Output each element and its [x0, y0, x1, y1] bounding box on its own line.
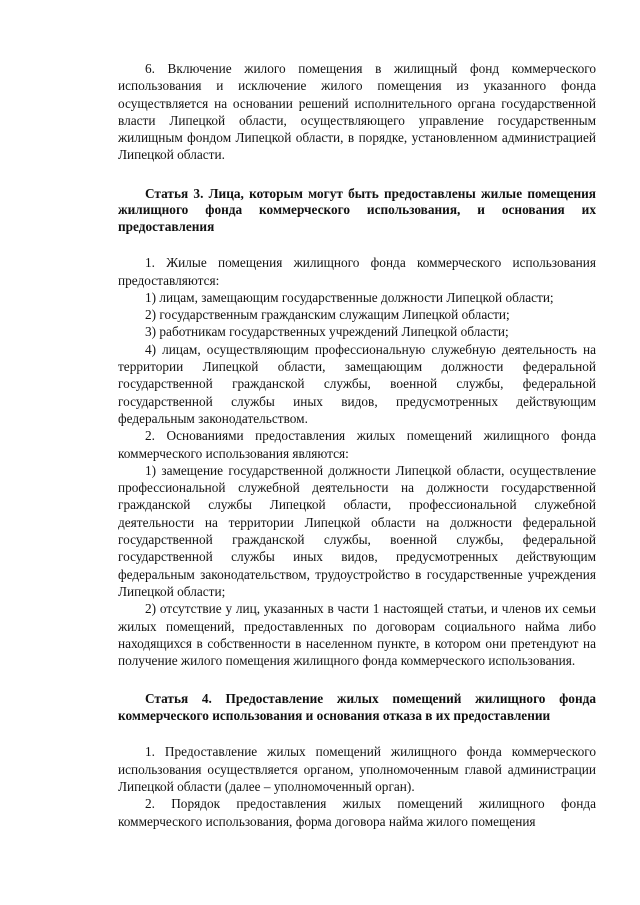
document-page [118, 60, 596, 830]
article-3-item-1: 1) лицам, замещающим государственные должности Липецкой области; [145, 289, 554, 305]
article-3-paragraph-1: 1. Жилые помещения жилищного фонда коммерческого использования предоставляются: [118, 255, 596, 288]
article-3-item-2: 2) государственным гражданским служащим Липецкой области; [145, 307, 510, 323]
article-3-ground-2: 2) отсутствие у лиц, указанных в части 1 настоящей статьи, и членов их семьи жилых помещений, предоставленных по договорам социального найма либо находящихся в собственности в населенном пункте, в котором они претендуют на получение жилого помещения жилищного фонда коммерческого использования. [118, 601, 596, 669]
article-3-heading: Статья 3. Лица, которым могут быть предоставлены жилые помещения жилищного фонда коммерческого использования, и основания их предоставления [118, 185, 596, 234]
article-3-ground-1: 1) замещение государственной должности Липецкой области, осуществление профессиональной служебной деятельности на должности государственной гражданской службы Липецкой области, профессиональной служебной деятельности на территории Липецкой области на должности федеральной государственной гражданской службы, военной службы, федеральной государственной службы иных видов, предусмотренных действующим федеральным законодательством, трудоустройство в государственные учреждения Липецкой области; [118, 462, 596, 599]
article-4-paragraph-2: 2. Порядок предоставления жилых помещений жилищного фонда коммерческого использования, форма договора найма жилого помещения [118, 796, 596, 829]
article-4-heading: Статья 4. Предоставление жилых помещений жилищного фонда коммерческого использования и основания отказа в их предоставлении [118, 691, 596, 723]
article-3-item-4: 4) лицам, осуществляющим профессиональную служебную деятельность на территории Липецкой области, замещающим должности федеральной государственной гражданской службы, военной службы, федеральной государственной службы иных видов, предусмотренных действующим федеральным законодательством. [118, 341, 596, 426]
article-4-paragraph-1: 1. Предоставление жилых помещений жилищного фонда коммерческого использования осуществляется органом, уполномоченным главой администрации Липецкой области (далее – уполномоченный орган). [118, 744, 596, 794]
article-3-item-3: 3) работникам государственных учреждений Липецкой области; [145, 324, 509, 340]
paragraph-6: 6. Включение жилого помещения в жилищный фонд коммерческого использования и исключение жилого помещения из указанного фонда осуществляется на основании решений исполнительного органа государственной власти Липецкой области, осуществляющего управление государственным жилищным фондом Липецкой области, в порядке, установленном администрацией Липецкой области. [118, 61, 596, 163]
article-3-paragraph-2: 2. Основаниями предоставления жилых помещений жилищного фонда коммерческого использования являются: [118, 428, 596, 461]
